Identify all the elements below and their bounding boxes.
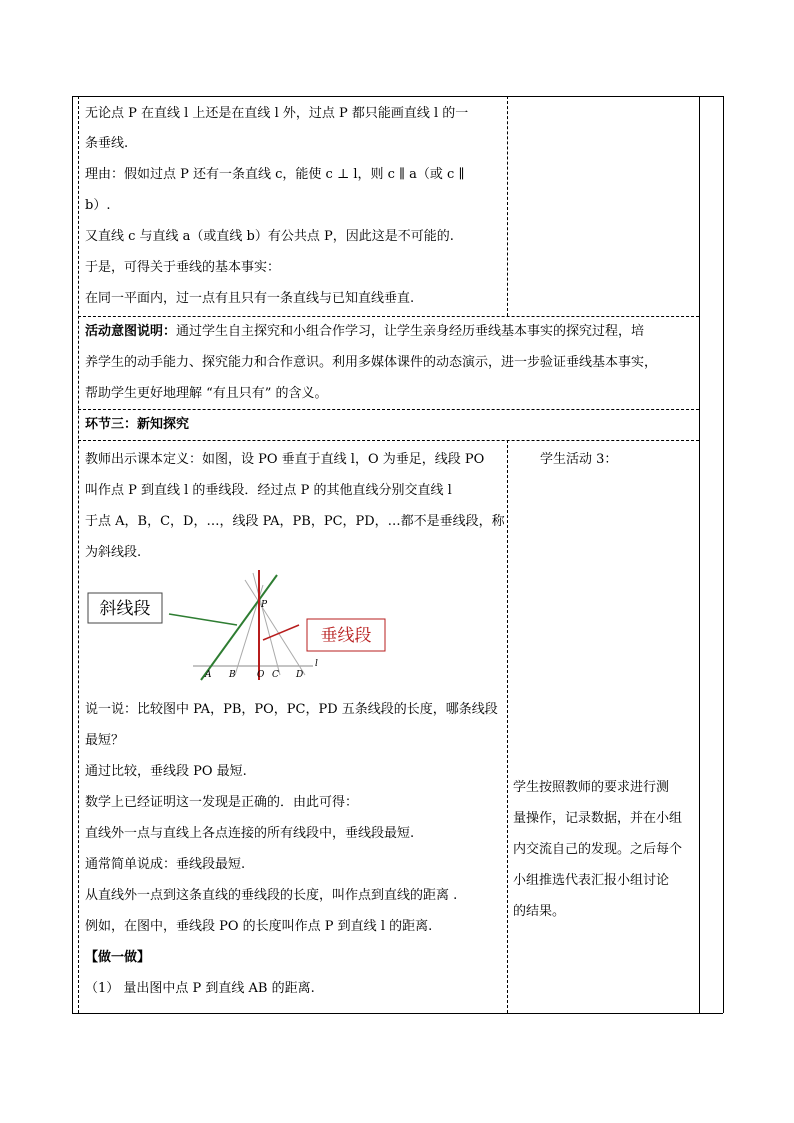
point-p-label: P xyxy=(261,600,268,610)
section-title: 环节三：新知探究 xyxy=(85,417,190,432)
intent-text: 通过学生自主探究和小组合作学习，让学生亲身经历垂线基本事实的探究过程，培 xyxy=(176,324,645,339)
column-divider-mid-top xyxy=(507,96,508,316)
point-b-label: B xyxy=(229,670,236,680)
row-divider-1 xyxy=(78,316,699,317)
student-line: 小组推选代表汇报小组讨论 xyxy=(513,873,670,888)
point-c-label: C xyxy=(272,670,279,680)
student-line: 内交流自己的发现。之后每个 xyxy=(513,842,683,857)
oblique-line-pa xyxy=(201,575,277,680)
oblique-pointer xyxy=(169,614,237,625)
paragraph-line: b）. xyxy=(85,198,111,213)
intent-line: 养学生的动手能力、探究能力和合作意识。利用多媒体课件的动态演示，进一步验证垂线基本事实， xyxy=(85,355,658,370)
paragraph-line: 理由：假如过点 P 还有一条直线 c，能使 c ⊥ l，则 c ∥ a（或 c ∥ xyxy=(85,167,465,182)
student-line: 量操作，记录数据，并在小组 xyxy=(513,811,683,826)
paragraph-line: 无论点 P 在直线 l 上还是在直线 l 外，过点 P 都只能画直线 l 的一 xyxy=(85,106,469,121)
student-line: 的结果。 xyxy=(513,904,566,919)
column-divider-left xyxy=(78,96,79,1013)
intent-line xyxy=(85,324,644,340)
table-top-border xyxy=(72,96,723,97)
row-divider-3 xyxy=(78,440,699,441)
teacher-line: 通过比较，垂线段 PO 最短. xyxy=(85,764,247,779)
teacher-line: 最短？ xyxy=(85,733,125,748)
table-right-border-inner xyxy=(699,96,700,1013)
teacher-line: 叫作点 P 到直线 l 的垂线段．经过点 P 的其他直线分别交直线 l xyxy=(85,483,452,498)
teacher-line: 【做一做】 xyxy=(85,950,151,965)
column-divider-mid-bottom xyxy=(507,440,508,1013)
table-left-border xyxy=(72,96,73,1013)
student-activity-title: 学生活动 3： xyxy=(540,452,618,467)
paragraph-line: 于是，可得关于垂线的基本事实： xyxy=(85,260,281,275)
teacher-line: 通常简单说成：垂线段最短. xyxy=(85,857,246,872)
teacher-line: 于点 A，B，C，D，…，线段 PA，PB，PC，PD，…都不是垂线段，称 xyxy=(85,514,505,529)
table-right-border-outer xyxy=(723,96,724,1013)
teacher-line: 数学上已经证明这一发现是正确的．由此可得： xyxy=(85,795,359,810)
teacher-line: 说一说：比较图中 PA，PB，PO，PC，PD 五条线段的长度，哪条线段 xyxy=(85,702,498,717)
row-divider-2 xyxy=(78,409,699,410)
paragraph-line: 又直线 c 与直线 a（或直线 b）有公共点 P，因此这是不可能的. xyxy=(85,229,454,244)
teacher-line: 例如，在图中，垂线段 PO 的长度叫作点 P 到直线 l 的距离. xyxy=(85,919,433,934)
teacher-line: 从直线外一点到这条直线的垂线段的长度，叫作点到直线的距离 . xyxy=(85,888,458,903)
point-o-label: O xyxy=(257,670,265,680)
oblique-line-pd xyxy=(245,580,305,675)
point-d-label: D xyxy=(296,670,304,680)
table-bottom-border xyxy=(72,1013,723,1014)
point-a-label: A xyxy=(205,670,212,680)
oblique-label: 斜线段 xyxy=(99,599,151,619)
paragraph-line: 条垂线. xyxy=(85,136,129,151)
teacher-line: （1） 量出图中点 P 到直线 AB 的距离. xyxy=(85,981,315,996)
teacher-line: 为斜线段. xyxy=(85,545,142,560)
line-l-label: l xyxy=(315,659,318,669)
intent-label: 活动意图说明： xyxy=(85,324,177,339)
student-line: 学生按照教师的要求进行测 xyxy=(513,780,670,795)
teacher-line: 教师出示课本定义：如图，设 PO 垂直于直线 l，O 为垂足，线段 PO xyxy=(85,452,485,467)
perpendicular-figure xyxy=(85,565,505,685)
paragraph-line: 在同一平面内，过一点有且只有一条直线与已知直线垂直. xyxy=(85,291,415,306)
intent-line: 帮助学生更好地理解 “有且只有” 的含义。 xyxy=(85,386,328,401)
teacher-line: 直线外一点与直线上各点连接的所有线段中，垂线段最短. xyxy=(85,826,415,841)
perp-label: 垂线段 xyxy=(320,626,372,646)
